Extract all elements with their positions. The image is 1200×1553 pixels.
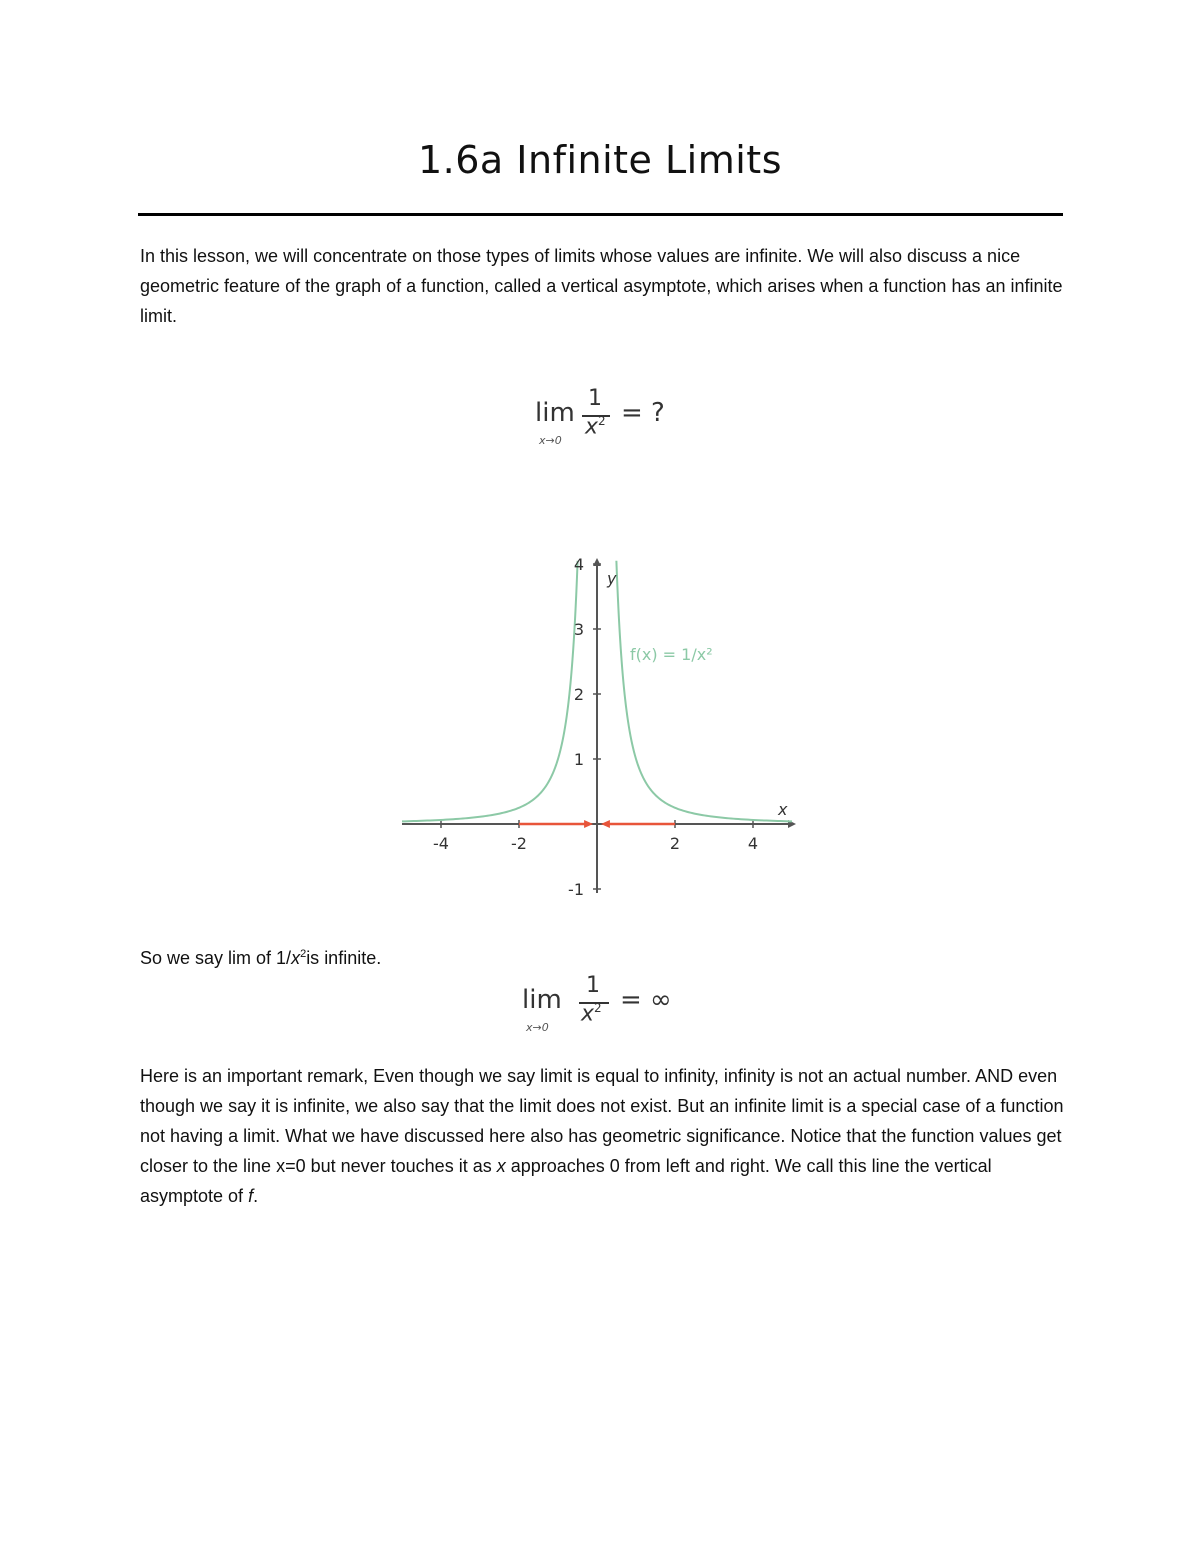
x-tick-label: 2 [669, 834, 681, 853]
approach-arrowhead [601, 820, 610, 828]
curve-right-branch [616, 561, 792, 822]
fraction-numerator: 1 [586, 973, 600, 998]
equation-rhs: = ? [621, 398, 665, 428]
fraction-denominator: $x^2$ [581, 1001, 602, 1027]
page-title: 1.6a Infinite Limits [417, 138, 783, 182]
y-tick-label: 4 [573, 555, 584, 574]
fraction-numerator: 1 [588, 386, 602, 411]
y-axis-arrowhead [593, 558, 601, 566]
limit-equation-infinity [522, 973, 682, 1035]
y-tick-label: 2 [573, 685, 584, 704]
title-divider [138, 213, 1063, 216]
fraction-denominator: $x^2$ [585, 414, 606, 440]
approach-arrowhead [584, 820, 593, 828]
y-tick-label: -1 [568, 880, 584, 897]
lim-subscript: x→0 [526, 1021, 549, 1034]
lim-operator: lim [535, 398, 575, 428]
function-label: f(x) = 1/x² [630, 645, 713, 664]
x-tick-label: -2 [511, 834, 527, 853]
curve-left-branch [402, 561, 578, 822]
x-axis-label: x [778, 800, 788, 819]
y-tick-label: 1 [573, 750, 584, 769]
y-tick-label: 3 [573, 620, 584, 639]
infinite-sentence: So we say lim of $1/x^2is$ infinite. [140, 948, 382, 968]
lim-operator: lim [522, 985, 562, 1015]
intro-paragraph: In this lesson, we will concentrate on those types of limits whose values are infinite. We will also discuss a nice geometric feature of the graph of a function, called a vertical asymptote, which arises when a function has an infinite limit. [140, 246, 1063, 326]
x-tick-label: -4 [433, 834, 449, 853]
limit-equation-question [535, 386, 675, 448]
y-axis-label: y [607, 569, 617, 588]
function-graph [400, 552, 820, 897]
lim-subscript: x→0 [539, 434, 562, 447]
x-tick-label: 4 [747, 834, 759, 853]
equation-rhs: = ∞ [620, 985, 672, 1015]
remark-paragraph: Here is an important remark, Even though we say limit is equal to infinity, infinity is not an actual number. AND even though we say it is infinite, we also say that the limit does not exist. But an infinite limit is a special case of a function not having a limit. What we have discussed here also has geometric significance. Notice that the function values get closer to the line x=0 but never touches it as x approaches 0 from left and right. We call this line the vertical asymptote of f. [140, 1066, 1064, 1206]
